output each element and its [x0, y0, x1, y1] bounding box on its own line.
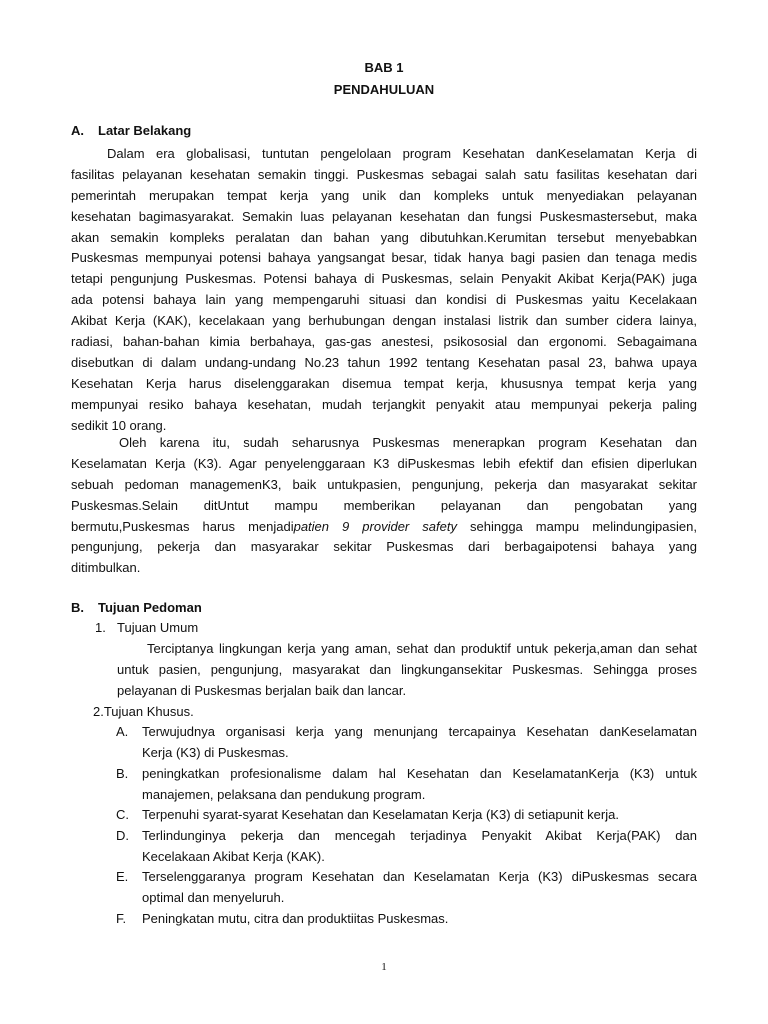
text-line: sebuah pedoman managemenK3, baik untukpasien, pengunjung, pekerja dan masyarakat sekitar [71, 476, 697, 492]
list-marker: F. [116, 911, 127, 926]
text-line: Terselenggaranya program Kesehatan dan Keselamatan Kerja (K3) diPuskesmas secara [142, 869, 697, 884]
text-line: ada potensi bahaya lain yang mempengaruhi situasi dan kondisi di Puskesmas yaitu Kecelakaan [71, 292, 697, 308]
text-line: Terciptanya lingkungan kerja yang aman, sehat dan produktif untuk pekerja,aman dan sehat [147, 641, 697, 656]
text-line: Terpenuhi syarat-syarat Kesehatan dan Keselamatan Kerja (K3) di setiapunit kerja. [142, 807, 619, 822]
text-line: optimal dan menyeluruh. [142, 889, 285, 905]
chapter-title: PENDAHULUAN [333, 82, 435, 97]
text-line: mempunyai resiko bahaya kesehatan, mudah terjangkit penyakit atau mempunyai pekerja paling [71, 396, 697, 412]
list-item [116, 805, 697, 826]
list-marker: B. [116, 766, 129, 781]
italic-term: patien 9 provider safety [293, 518, 457, 534]
text-line: Terlindunginya pekerja dan mencegah terjadinya Penyakit Akibat Kerja(PAK) dan [142, 828, 697, 843]
text-line: untuk pasien, pengunjung, masyarakat dan lingkungansekitar Puskesmas. Sehingga proses [117, 661, 697, 677]
list-marker: 1. [95, 620, 106, 635]
text-line: Keselamatan Kerja (K3). Agar penyelenggaraan K3 diPuskesmas lebih efektif dan efisien diperlukan [71, 455, 697, 471]
text-line: akan semakin kompleks peralatan dan bahan yang dibutuhkan.Kerumitan tersebut menyebabkan [71, 229, 697, 245]
list-marker: A. [116, 724, 129, 739]
text-line: Kesehatan Kerja harus diselenggarakan disemua tempat kerja, khususnya tempat kerja yang [71, 375, 697, 391]
text-line-suffix: sehingga mampu melindungipasien, [470, 518, 697, 534]
list-marker: D. [116, 828, 129, 843]
text-line: ditimbulkan. [71, 560, 141, 576]
text-line: pengunjung, pekerja dan masyarakar sekitar Puskesmas dari berbagaipotensi bahaya yang [71, 539, 697, 555]
tujuan-umum-title: Tujuan Umum [117, 620, 199, 635]
text-line: manajemen, pelaksana dan pendukung program. [142, 786, 426, 802]
text-line: Terwujudnya organisasi kerja yang menunjang tercapainya Kesehatan danKeselamatan [142, 724, 697, 739]
section-b-letter: B. [71, 600, 84, 615]
list-item [116, 764, 697, 806]
text-line: radiasi, bahan-bahan kimia berbahaya, gas-gas anestesi, psikososial dan ergonomi. Sebagaimana [71, 334, 697, 350]
list-item [116, 909, 697, 930]
text-line: peningkatkan profesionalisme dalam hal Kesehatan dan KeselamatanKerja (K3) untuk [142, 766, 697, 781]
section-b-heading [71, 600, 202, 616]
text-line: Puskesmas.Selain ditUntut mampu memberikan pelayanan dan pengobatan yang [71, 497, 697, 513]
chapter-number: BAB 1 [364, 60, 404, 75]
text-line: pemerintah merupakan tempat kerja yang unik dan kompleks untuk menyediakan pelayanan [71, 187, 697, 203]
tujuan-khusus-title: 2.Tujuan Khusus. [93, 704, 194, 719]
text-line: Oleh karena itu, sudah seharusnya Puskesmas menerapkan program Kesehatan dan [119, 435, 697, 450]
section-b-title: Tujuan Pedoman [98, 600, 202, 615]
text-line: Peningkatan mutu, citra dan produktiitas Puskesmas. [142, 911, 449, 926]
section-a-heading [71, 123, 191, 139]
paragraph-latar-belakang-2 [71, 433, 697, 579]
list-marker: C. [116, 807, 129, 822]
text-line: Kerja (K3) di Puskesmas. [142, 744, 289, 760]
text-line: Puskesmas mempunyai potensi bahaya yangsangat besar, tidak hanya bagi pasien dan tenaga medis [71, 250, 697, 266]
text-line: fasilitas pelayanan kesehatan semakin tinggi. Puskesmas sebagai salah satu fasilitas kesehatan dari [71, 166, 697, 182]
page-number: 1 [381, 961, 387, 973]
text-line: pelayanan di Puskesmas berjalan baik dan lancar. [117, 682, 407, 698]
list-item [116, 722, 697, 764]
text-line: Akibat Kerja (KAK), kecelakaan yang berhubungan dengan instalasi listrik dan sumber cidera lainya, [71, 313, 697, 329]
text-line: Dalam era globalisasi, tuntutan pengelolaan program Kesehatan danKeselamatan Kerja di [107, 146, 697, 161]
list-item [116, 826, 697, 868]
paragraph-latar-belakang-1 [71, 144, 697, 436]
section-a-title: Latar Belakang [98, 123, 192, 138]
tujuan-umum-text [117, 639, 697, 702]
list-item [116, 867, 697, 909]
text-line: kesehatan bagimasyarakat. Semakin luas pelayanan kesehatan dan fungsi Puskesmastersebut, maka [71, 208, 697, 224]
section-a-letter: A. [71, 123, 84, 138]
text-line-prefix: bermutu,Puskesmas harus menjadi [71, 518, 294, 534]
text-line: Kecelakaan Akibat Kerja (KAK). [142, 848, 325, 864]
list-marker: E. [116, 869, 129, 884]
text-line [71, 517, 697, 538]
text-line: disebutkan di dalam undang-undang No.23 tahun 1992 tentang Kesehatan pasal 23, bahwa upaya [71, 354, 697, 370]
text-line: sedikit 10 orang. [71, 417, 167, 433]
text-line: tetapi pengunjung Puskesmas. Potensi bahaya di Puskesmas, selain Penyakit Akibat Kerja(PAK) juga [71, 271, 697, 287]
